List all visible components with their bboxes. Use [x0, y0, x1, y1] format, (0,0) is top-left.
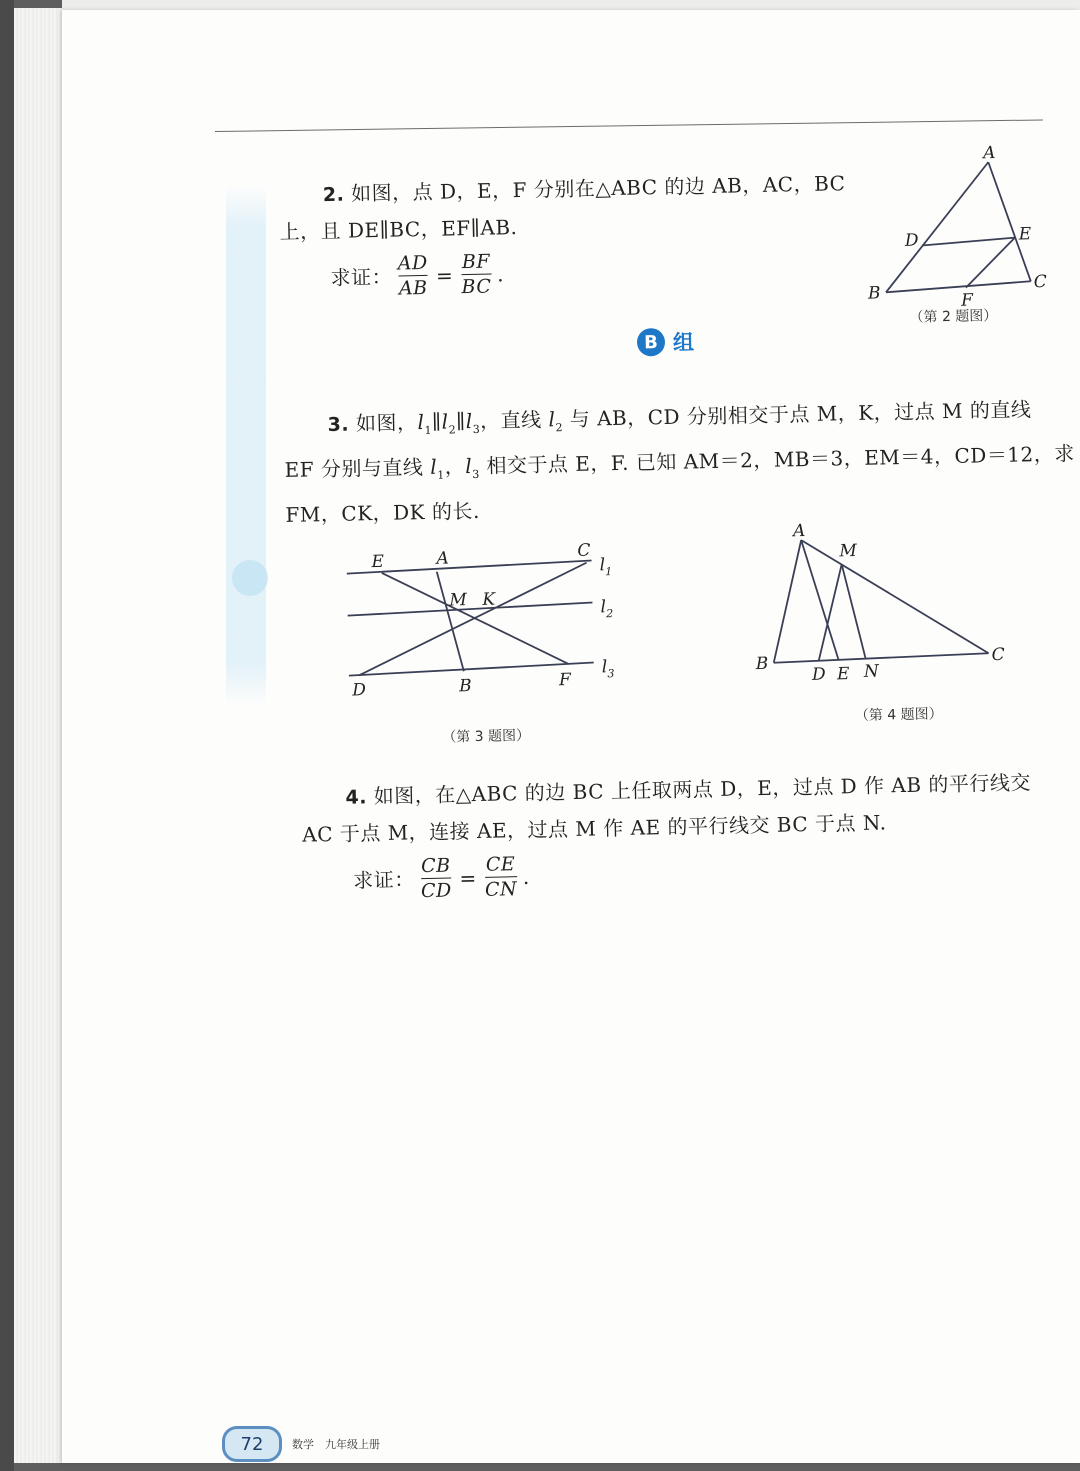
label-n: N	[863, 661, 880, 682]
label-e: E	[371, 551, 385, 573]
figure-4-caption: （第 4 题图）	[854, 706, 943, 725]
subscript: 3	[607, 667, 615, 681]
margin-circle-decoration	[232, 560, 268, 596]
page-content	[278, 138, 1080, 934]
label-a: A	[982, 142, 996, 164]
label-d: D	[904, 230, 919, 251]
label-f: F	[960, 290, 974, 311]
scanner-border	[0, 0, 14, 1471]
problem-3	[283, 390, 1076, 533]
subscript: 2	[605, 607, 614, 621]
parallel-symbol: ∥	[431, 409, 442, 434]
problem-3-text: 如图，	[355, 410, 418, 436]
section-b-heading	[637, 326, 695, 357]
label-f: F	[558, 669, 572, 691]
label-c: C	[1033, 271, 1048, 293]
label-c: C	[577, 540, 591, 561]
fraction-cb-cd	[420, 854, 452, 904]
label-d: D	[811, 664, 826, 685]
parallel-symbol: ∥	[455, 409, 466, 434]
problem-4-text-1: 如图，在△ABC 的边 BC 上任取两点 D，E，过点 D 作 AB 的平行线交	[373, 770, 1032, 809]
problem-3-line-3: FM，CK，DK 的长.	[285, 498, 481, 527]
comma: ，	[444, 454, 466, 479]
label-m: M	[449, 590, 467, 611]
subscript: 1	[424, 423, 433, 437]
problem-2	[278, 165, 847, 303]
subscript: 2	[555, 421, 564, 435]
figure-3-caption: （第 3 题图）	[442, 727, 531, 746]
problem-3-text: EF 分别与直线	[284, 454, 431, 482]
numerator: BF	[461, 250, 491, 274]
problem-3-number: 3.	[327, 413, 350, 437]
fraction-ad-ab	[398, 251, 429, 301]
period: .	[496, 261, 505, 286]
page-top-strip	[62, 0, 1080, 10]
numerator: CB	[420, 854, 451, 878]
problem-2-text-1: 如图，点 D，E，F 分别在△ABC 的边 AB，AC，BC	[350, 171, 846, 206]
label-c: C	[991, 644, 1005, 666]
proof-label: 求证：	[330, 264, 393, 290]
denominator: CD	[420, 879, 452, 903]
label-m: M	[839, 540, 858, 562]
line-l3: l	[464, 454, 473, 479]
proof-label: 求证：	[352, 866, 415, 893]
label-l3	[602, 657, 615, 680]
label-b: B	[755, 653, 769, 675]
problem-4-proof	[303, 841, 1033, 905]
label-a: A	[792, 521, 806, 542]
line-l1: l	[430, 454, 438, 479]
label-b: B	[458, 676, 472, 697]
subscript: 1	[437, 468, 445, 482]
book-title: 数学 九年级上册	[292, 1438, 380, 1451]
fraction-ce-cn	[484, 852, 517, 902]
problem-2-proof	[280, 242, 848, 303]
subscript: 2	[448, 423, 457, 437]
figure-3-parallel-lines	[341, 540, 634, 706]
label-d: D	[352, 680, 367, 701]
period: .	[522, 864, 530, 889]
line-l3: l	[465, 408, 473, 434]
denominator: BC	[461, 275, 492, 299]
l-letter: l	[600, 597, 607, 618]
numerator: CE	[485, 853, 516, 876]
figure-2-triangle	[863, 142, 1067, 323]
denominator: AB	[398, 276, 428, 300]
subscript: 3	[472, 422, 481, 436]
margin-decoration	[226, 185, 266, 705]
problem-4-line-2: AC 于点 M，连接 AE，过点 M 作 AE 的平行线交 BC 于点 N.	[301, 810, 887, 847]
figure-2-caption: （第 2 题图）	[909, 307, 998, 326]
subscript: 3	[472, 467, 480, 482]
line-l2: l	[548, 407, 556, 432]
problem-3-text: 与 AB，CD 分别相交于点 M，K，过点 M 的直线	[562, 397, 1032, 432]
page-number-badge: 72	[222, 1426, 282, 1462]
label-e: E	[836, 664, 850, 685]
label-a: A	[436, 548, 449, 569]
section-b-badge: B	[637, 328, 666, 357]
label-b: B	[867, 283, 881, 304]
equals-sign: =	[459, 865, 477, 890]
figure-4-triangle	[755, 518, 1025, 693]
subscript: 1	[605, 565, 613, 579]
label-e: E	[1018, 224, 1032, 245]
l-letter: l	[599, 555, 606, 576]
label-l1	[599, 555, 612, 578]
equals-sign: =	[435, 262, 454, 288]
section-b-title: 组	[672, 330, 695, 355]
label-l2	[600, 597, 613, 620]
numerator: AD	[397, 251, 428, 275]
problem-2-line-2: 上，且 DE∥BC，EF∥AB.	[279, 215, 518, 244]
l-letter: l	[601, 657, 608, 678]
problem-3-text: ，直线	[479, 407, 549, 433]
problem-4-number: 4.	[345, 786, 368, 809]
denominator: CN	[484, 878, 518, 901]
label-k: K	[482, 589, 496, 610]
problem-4	[301, 764, 1033, 905]
page-footer	[222, 1426, 380, 1462]
line-l1: l	[417, 409, 425, 435]
fraction-bf-bc	[461, 250, 492, 300]
problem-3-text: 相交于点 E，F. 已知 AM＝2，MB＝3，EM＝4，CD＝12，求	[479, 441, 1075, 478]
line-l2: l	[441, 409, 449, 434]
problem-2-number: 2.	[322, 183, 345, 207]
